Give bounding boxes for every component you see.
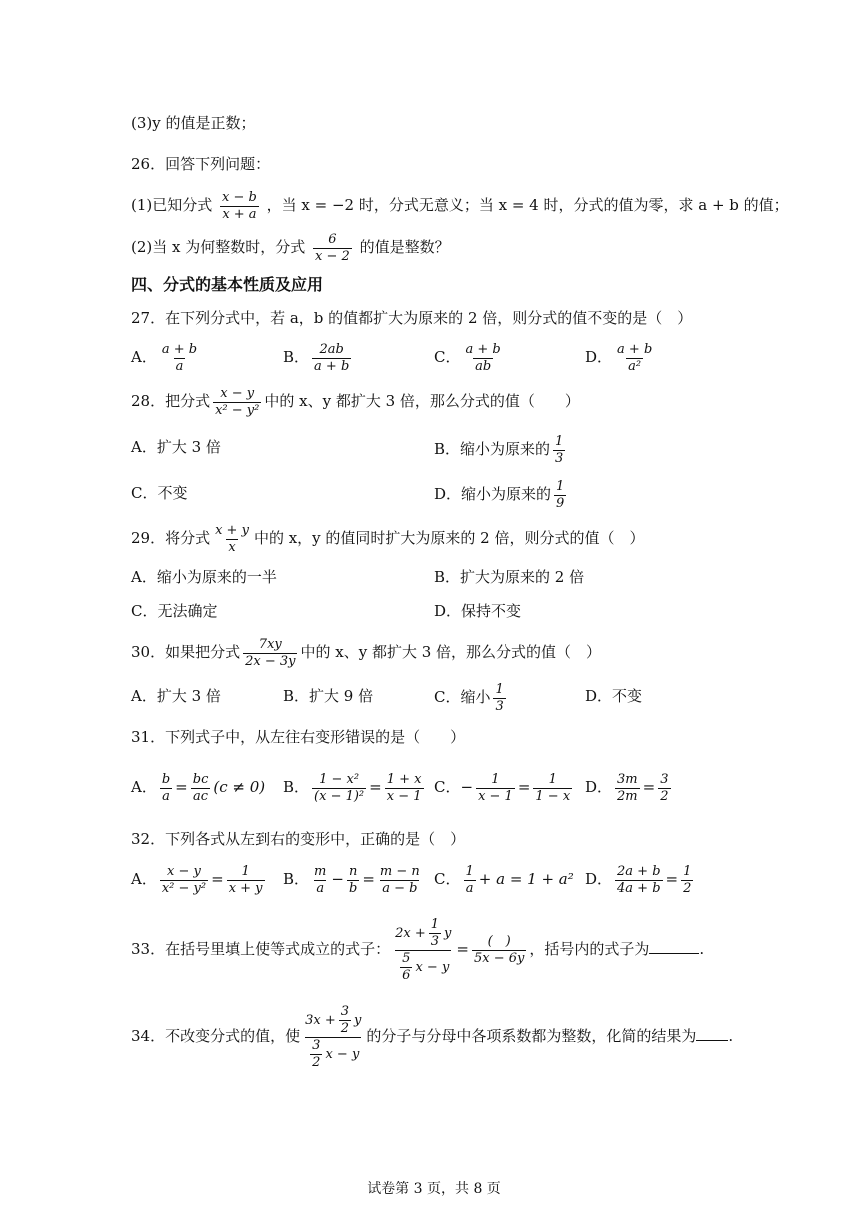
q26-part1 — [131, 186, 789, 224]
option-label: C． — [434, 870, 461, 888]
q27-option-b — [283, 338, 354, 376]
denominator: x − 1 — [478, 788, 513, 804]
numerator: 1 + x — [386, 771, 422, 787]
numerator: 3m — [617, 771, 638, 787]
period: . — [728, 1027, 734, 1045]
q32-option-b: B． $\frac{m}{a}$ − $\frac{n}{b}$ = $\frac{m - n}{a - b}$ — [283, 863, 420, 896]
q27-stem: 27．在下列分式中，若 a，b 的值都扩大为原来的 2 倍，则分式的值不变的是（ ） — [131, 309, 693, 327]
condition: (c ≠ 0) — [213, 778, 266, 796]
q30-suffix: 中的 x、y 都扩大 3 倍，那么分式的值（ ） — [300, 643, 602, 661]
term: x − y — [325, 1046, 360, 1062]
q29-fraction — [213, 523, 251, 556]
denominator: 2m — [617, 788, 638, 804]
fraction — [385, 772, 424, 805]
q30-option-d: D．不变 — [585, 687, 643, 705]
denominator: a − b — [382, 880, 418, 896]
q28-fraction — [213, 386, 261, 419]
q33-complex-fraction — [393, 917, 453, 984]
q28-option-b — [434, 430, 568, 468]
denominator: 2x − 3y — [245, 653, 296, 669]
numerator: x − y — [167, 863, 201, 879]
q31-option-b: B． $\frac{\text{1 − x²}}{\text{(x − 1)²}}$ = $\frac{1 + x}{x - 1}$ — [283, 771, 422, 804]
option-fraction — [493, 682, 505, 715]
q30-prefix: 30．如果把分式 — [131, 643, 241, 661]
fraction — [463, 864, 475, 897]
q31-option-c: C．− $\frac{1}{x - 1}$ = $\frac{1}{1 - x}$ — [434, 771, 571, 804]
denominator: x² − y² — [215, 402, 260, 418]
numerator: 1 — [465, 863, 474, 879]
q28-option-a: A．扩大 3 倍 — [131, 438, 221, 456]
q26-part2-suffix: 的值是整数？ — [359, 238, 450, 256]
fraction — [347, 864, 359, 897]
denominator: 2 — [660, 788, 669, 804]
answer-blank[interactable] — [649, 953, 699, 954]
q30-option-a: A．扩大 3 倍 — [131, 687, 221, 705]
denominator: x + y — [228, 880, 263, 896]
page-footer: 试卷第 3 页，共 8 页 — [367, 1181, 501, 1197]
numerator: ( ) — [487, 933, 511, 949]
numerator: 7xy — [258, 636, 282, 652]
q26-part2-fraction — [313, 232, 352, 265]
q32-option-c — [434, 860, 574, 898]
fraction — [476, 772, 515, 805]
option-fraction — [615, 342, 654, 375]
numerator: 3 — [340, 1003, 350, 1019]
q31-option-a: A． $\frac{b}{a}$ = $\frac{bc}{ac}$ (c ≠ 0) — [131, 771, 266, 804]
q29-option-b: B．扩大为原来的 2 倍 — [434, 568, 585, 586]
option-label: D． — [585, 348, 613, 366]
numerator: m − n — [379, 863, 420, 879]
numerator: 1 — [555, 433, 564, 449]
q32-stem: 32．下列各式从左到右的变形中，正确的是（ ） — [131, 830, 466, 848]
q29-option-c: C．无法确定 — [131, 602, 218, 620]
fraction — [400, 951, 412, 984]
q28-suffix: 中的 x、y 都扩大 3 倍，那么分式的值（ ） — [264, 392, 580, 410]
fraction — [615, 772, 640, 805]
denominator: 3 — [555, 450, 564, 466]
q26-part1-suffix: ，当 x = −2 时，分式无意义；当 x = 4 时，分式的值为零，求 a + b 的值； — [266, 196, 789, 214]
q28-prefix: 28．把分式 — [131, 392, 211, 410]
q30-option-c — [434, 678, 509, 716]
denominator — [395, 950, 451, 984]
fraction — [681, 864, 693, 897]
numerator: a + b — [617, 341, 653, 357]
numerator — [303, 1004, 363, 1037]
numerator: 1 — [430, 916, 440, 932]
q28-option-d — [434, 475, 569, 513]
q32-option-a: A． $\frac{x - y}{\text{x² − y²}}$ = $\frac{1}{x + y}$ — [131, 863, 263, 896]
q29-suffix: 中的 x，y 的值同时扩大为原来的 2 倍，则分式的值（ ） — [253, 529, 645, 547]
option-fraction — [160, 342, 199, 375]
numerator: 6 — [328, 231, 337, 247]
numerator: x − b — [222, 189, 257, 205]
q32-option-d: D． $\frac{2a + b}{4a + b}$ = $\frac{1}{2}$ — [585, 863, 692, 896]
q34-prefix: 34．不改变分式的值，使 — [131, 1027, 301, 1045]
term: y — [354, 1012, 362, 1028]
q27-option-c — [434, 338, 506, 376]
q31-option-d: D． $\frac{3m}{2m}$ = $\frac{3}{2}$ — [585, 771, 669, 804]
q26-part1-prefix: (1)已知分式 — [131, 196, 213, 214]
numerator: 2a + b — [617, 863, 661, 879]
q30-option-b: B．扩大 9 倍 — [283, 687, 374, 705]
denominator: x — [228, 539, 236, 555]
fraction — [312, 772, 366, 805]
fraction — [227, 864, 265, 897]
q34-stem — [131, 1000, 733, 1072]
option-label: D． — [585, 870, 613, 888]
denominator: 1 − x — [535, 788, 571, 804]
denominator: a — [316, 880, 325, 896]
q30-fraction — [243, 637, 297, 670]
q31-stem: 31．下列式子中，从左往右变形错误的是（ ） — [131, 728, 466, 746]
fraction — [615, 864, 663, 897]
denominator: 2 — [683, 880, 692, 896]
fraction — [191, 772, 211, 805]
section-heading: 四、分式的基本性质及应用 — [131, 275, 324, 294]
fraction — [658, 772, 670, 805]
denominator: a — [162, 788, 170, 804]
fraction — [310, 1038, 322, 1071]
denominator — [305, 1037, 361, 1071]
q33-stem: 33．在括号里填上使等式成立的式子： 2x + $\frac{1}{3}$ y $\frac{5}{6}$ x − y = $\frac{( )}{5x - 6y}$ ，括号内的式子为 . — [131, 916, 705, 983]
numerator: n — [348, 863, 358, 879]
denominator: 5x − 6y — [473, 950, 525, 966]
option-fraction — [312, 342, 351, 375]
fraction — [378, 864, 422, 897]
q33-rhs-fraction — [472, 934, 526, 967]
term: x − y — [415, 959, 450, 975]
period: . — [699, 940, 705, 958]
numerator: 1 — [491, 771, 500, 787]
option-label: C． — [434, 778, 461, 796]
q34-complex-fraction — [303, 1004, 363, 1071]
fraction — [533, 772, 572, 805]
option-fraction — [554, 479, 566, 512]
option-label: A． — [131, 348, 157, 366]
option-label: B． — [283, 778, 310, 796]
q28-stem — [131, 382, 580, 420]
q28-option-c: C．不变 — [131, 484, 188, 502]
option-label: D． — [585, 778, 613, 796]
q33-prefix: 33．在括号里填上使等式成立的式子： — [131, 940, 391, 958]
q34-suffix: 的分子与分母中各项系数都为整数，化简的结果为 — [366, 1027, 697, 1045]
q29-prefix: 29．将分式 — [131, 529, 211, 547]
numerator — [393, 917, 453, 950]
denominator: ac — [193, 788, 209, 804]
q29-option-a: A．缩小为原来的一半 — [131, 568, 277, 586]
option-label: C． — [434, 348, 461, 366]
fraction — [312, 864, 328, 897]
denominator: 2 — [340, 1020, 350, 1036]
denominator: 3 — [430, 933, 440, 949]
q33-suffix: ，括号内的式子为 — [529, 940, 650, 958]
numerator: a + b — [465, 341, 501, 357]
q27-option-d — [585, 338, 657, 376]
denominator: x + a — [222, 206, 257, 222]
numerator: 1 — [495, 681, 504, 697]
term: 2x + — [395, 925, 426, 941]
option-fraction — [463, 342, 502, 375]
q30-stem — [131, 633, 601, 671]
denominator: a — [175, 358, 184, 374]
denominator: a — [465, 880, 474, 896]
q26-part2 — [131, 228, 450, 266]
option-text: B．缩小为原来的 — [434, 440, 551, 458]
numerator: 5 — [402, 950, 411, 966]
numerator: 1 — [683, 863, 692, 879]
numerator: 1 — [241, 863, 250, 879]
numerator: 3 — [660, 771, 669, 787]
expression-rest: + a = 1 + a² — [478, 870, 574, 888]
q29-stem — [131, 519, 645, 557]
denominator: a + b — [314, 358, 350, 374]
numerator: x − y — [220, 385, 255, 401]
option-label: A． — [131, 870, 157, 888]
numerator: 1 — [556, 478, 565, 494]
option-label: B． — [283, 870, 310, 888]
numerator: 1 — [548, 771, 557, 787]
denominator: b — [348, 880, 358, 896]
fraction — [429, 917, 441, 950]
answer-blank[interactable] — [696, 1040, 728, 1041]
denominator: 9 — [556, 495, 565, 511]
numerator: 2ab — [319, 341, 344, 357]
term: y — [444, 925, 452, 941]
q26-title: 26．回答下列问题： — [131, 155, 271, 173]
q29-option-d: D．保持不变 — [434, 602, 522, 620]
q26-part2-prefix: (2)当 x 为何整数时，分式 — [131, 238, 306, 256]
q25-part3: (3)y 的值是正数； — [131, 114, 256, 132]
fraction — [160, 772, 172, 805]
fraction — [160, 864, 208, 897]
denominator: a² — [628, 358, 642, 374]
option-text: D．缩小为原来的 — [434, 485, 552, 503]
fraction — [339, 1004, 351, 1037]
denominator: 4a + b — [617, 880, 661, 896]
option-label: A． — [131, 778, 157, 796]
numerator: bc — [192, 771, 209, 787]
option-fraction — [553, 434, 565, 467]
q27-option-a — [131, 338, 202, 376]
denominator: x² − y² — [161, 880, 207, 896]
numerator: b — [161, 771, 171, 787]
denominator: x − 1 — [386, 788, 422, 804]
numerator: 1 − x² — [319, 771, 360, 787]
denominator: ab — [475, 358, 492, 374]
numerator: x + y — [215, 522, 249, 538]
denominator: (x − 1)² — [314, 788, 365, 804]
option-label: B． — [283, 348, 310, 366]
numerator: 3 — [312, 1037, 321, 1053]
term: 3x + — [305, 1012, 336, 1028]
numerator: a + b — [161, 341, 198, 357]
q26-part1-fraction — [220, 190, 259, 223]
denominator: 6 — [402, 967, 411, 983]
denominator: 2 — [312, 1054, 321, 1070]
numerator: m — [314, 863, 327, 879]
denominator: x − 2 — [315, 248, 350, 264]
denominator: 3 — [495, 698, 504, 714]
option-text: C．缩小 — [434, 688, 491, 706]
